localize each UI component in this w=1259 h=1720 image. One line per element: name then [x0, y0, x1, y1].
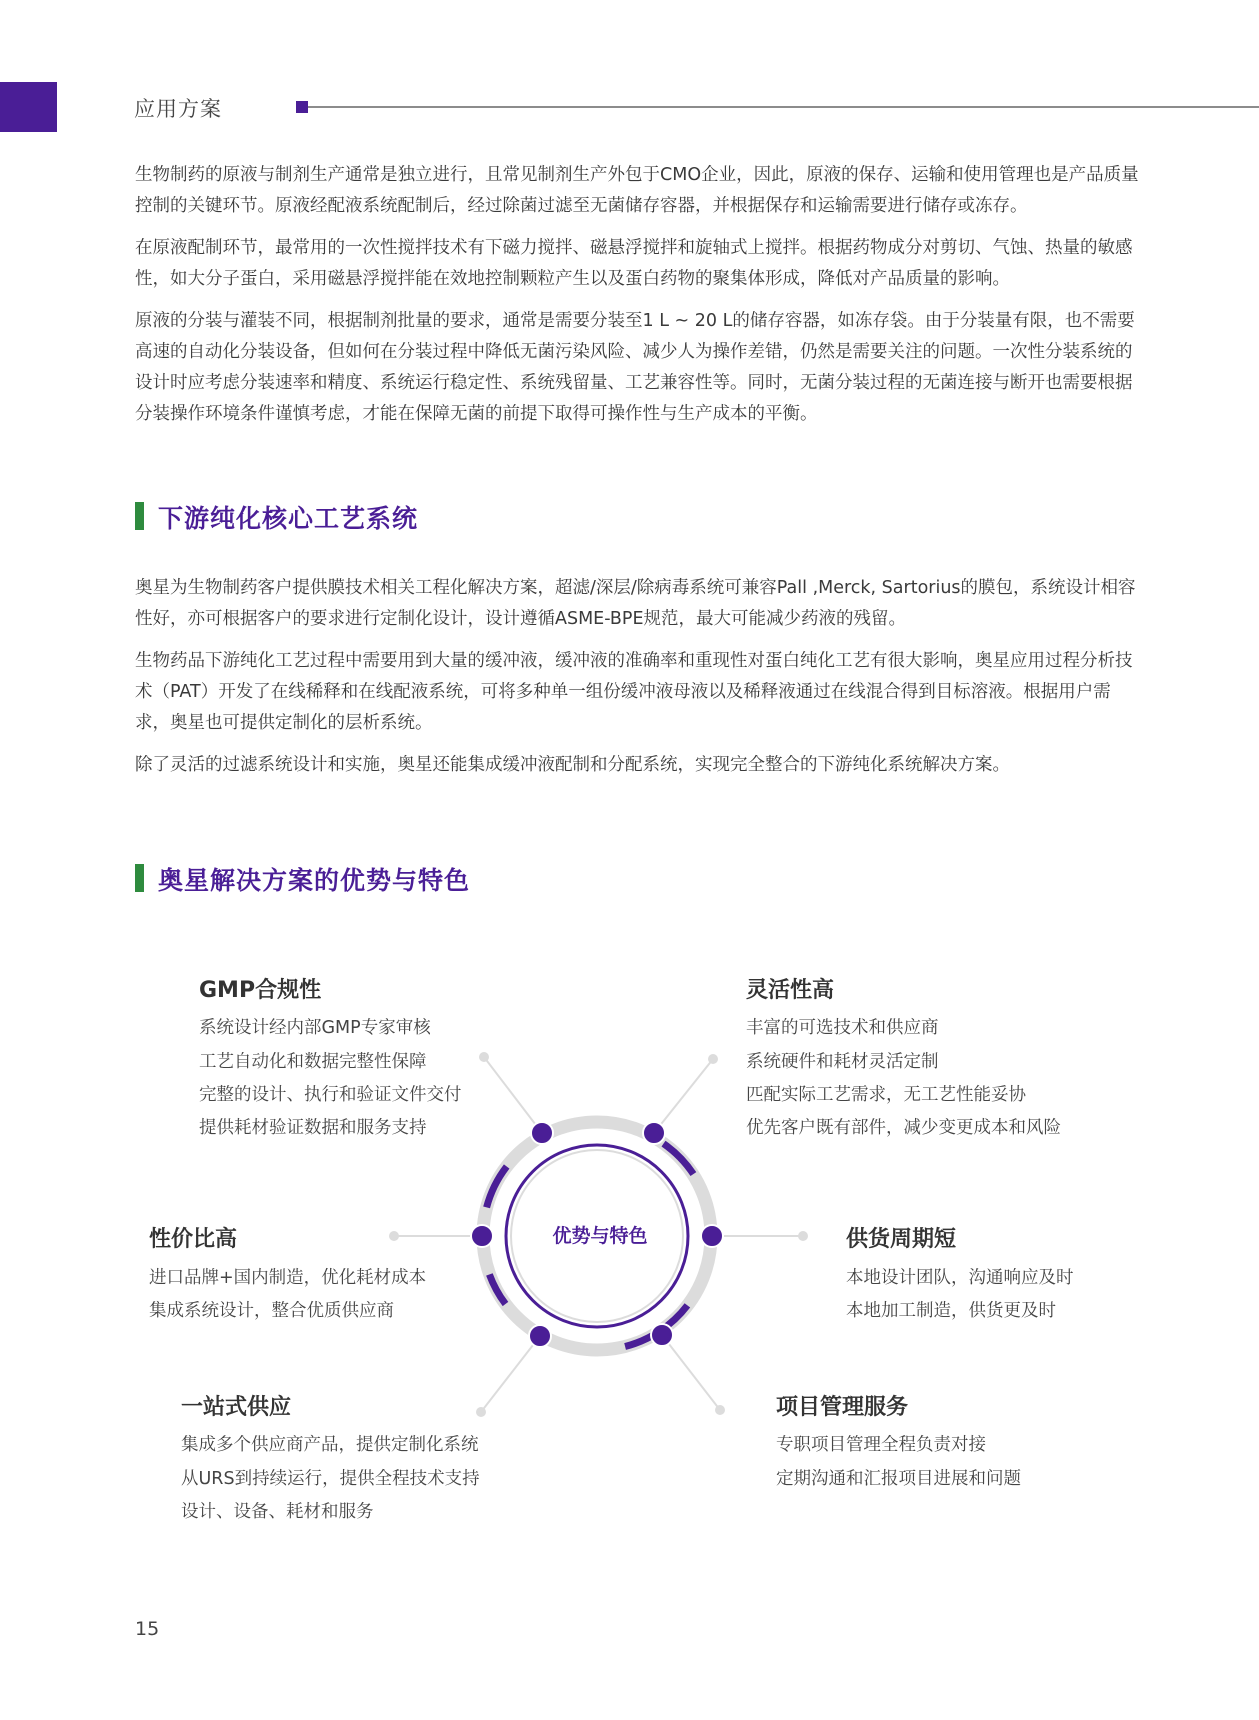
feature-line: 进口品牌+国内制造，优化耗材成本 — [149, 1268, 427, 1288]
feature-title-cost: 性价比高 — [149, 1227, 238, 1252]
feature-title-flex: 灵活性高 — [746, 978, 835, 1003]
node-dot-cost — [471, 1225, 493, 1247]
node-dot-onestop — [529, 1325, 551, 1347]
node-dot-supply — [701, 1225, 723, 1247]
connector-end-dot — [479, 1052, 489, 1062]
section-label: 应用方案 — [134, 97, 222, 121]
feature-line: 系统设计经内部GMP专家审核 — [199, 1018, 431, 1038]
node-dot-pm — [651, 1324, 673, 1346]
connector-end-dot — [798, 1231, 808, 1241]
feature-line: 专职项目管理全程负责对接 — [776, 1435, 986, 1455]
feature-line: 从URS到持续运行，提供全程技术支持 — [181, 1469, 480, 1489]
node-dot-gmp — [531, 1122, 553, 1144]
connector-line — [481, 1336, 540, 1412]
connector-line — [484, 1057, 542, 1133]
page-number: 15 — [135, 1618, 160, 1640]
feature-line: 设计、设备、耗材和服务 — [181, 1502, 374, 1522]
feature-line: 集成系统设计，整合优质供应商 — [149, 1301, 394, 1321]
feature-title-onestop: 一站式供应 — [181, 1395, 292, 1420]
downstream-heading: 下游纯化核心工艺系统 — [158, 504, 419, 533]
connector-end-dot — [476, 1407, 486, 1417]
feature-line: 本地加工制造，供货更及时 — [846, 1301, 1056, 1321]
connector-end-dot — [389, 1231, 399, 1241]
feature-line: 提供耗材验证数据和服务支持 — [199, 1118, 427, 1138]
downstream-paragraph-1: 奥星为生物制药客户提供膜技术相关工程化解决方案，超滤/深层/除病毒系统可兼容Pall ,Merck, Sartorius的膜包，系统设计相容性好，亦可根据客户的要求进行定制化设计，设计遵循ASME-BPE规范，最大可能减少药液的残留。 — [135, 578, 1136, 629]
feature-line: 本地设计团队，沟通响应及时 — [846, 1268, 1074, 1288]
feature-line: 匹配实际工艺需求，无工艺性能妥协 — [746, 1085, 1026, 1105]
feature-title-gmp: GMP合规性 — [199, 978, 322, 1003]
feature-line: 集成多个供应商产品，提供定制化系统 — [181, 1435, 479, 1455]
downstream-paragraph-3: 除了灵活的过滤系统设计和实施，奥星还能集成缓冲液配制和分配系统，实现完全整合的下游纯化系统解决方案。 — [135, 755, 1010, 775]
intro-paragraph-1: 生物制药的原液与制剂生产通常是独立进行，且常见制剂生产外包于CMO企业，因此，原液的保存、运输和使用管理也是产品质量控制的关键环节。原液经配液系统配制后，经过除菌过滤至无菌储存容器，并根据保存和运输需要进行储存或冻存。 — [135, 165, 1139, 216]
connector-line — [662, 1335, 720, 1410]
diagram-center-label: 优势与特色 — [552, 1225, 648, 1247]
connector-line — [654, 1059, 713, 1133]
connector-end-dot — [708, 1054, 718, 1064]
feature-line: 系统硬件和耗材灵活定制 — [746, 1052, 939, 1072]
downstream-paragraph-2: 生物药品下游纯化工艺过程中需要用到大量的缓冲液，缓冲液的准确率和重现性对蛋白纯化工艺有很大影响，奥星应用过程分析技术（PAT）开发了在线稀释和在线配液系统，可将多种单一组份缓冲液母液以及稀释液通过在线混合得到目标溶液。根据用户需求，奥星也可提供定制化的层析系统。 — [135, 651, 1133, 733]
feature-line: 工艺自动化和数据完整性保障 — [199, 1052, 427, 1072]
feature-title-pm: 项目管理服务 — [776, 1395, 909, 1420]
intro-paragraph-3: 原液的分装与灌装不同，根据制剂批量的要求，通常是需要分装至1 L ~ 20 L的储存容器，如冻存袋。由于分装量有限，也不需要高速的自动化分装设备，但如何在分装过程中降低无菌污染风险、减少人为操作差错，仍然是需要关注的问题。一次性分装系统的设计时应考虑分装速率和精度、系统运行稳定性、系统残留量、工艺兼容性等。同时，无菌分装过程的无菌连接与断开也需要根据分装操作环境条件谨慎考虑，才能在保障无菌的前提下取得可操作性与生产成本的平衡。 — [135, 311, 1135, 424]
feature-line: 优先客户既有部件，减少变更成本和风险 — [746, 1118, 1061, 1138]
feature-line: 丰富的可选技术和供应商 — [746, 1018, 939, 1038]
feature-title-supply: 供货周期短 — [846, 1227, 957, 1252]
node-dot-flex — [643, 1122, 665, 1144]
advantages-heading: 奥星解决方案的优势与特色 — [158, 866, 471, 895]
feature-line: 完整的设计、执行和验证文件交付 — [199, 1085, 462, 1105]
connector-end-dot — [715, 1405, 725, 1415]
feature-line: 定期沟通和汇报项目进展和问题 — [776, 1469, 1021, 1489]
intro-paragraph-2: 在原液配制环节，最常用的一次性搅拌技术有下磁力搅拌、磁悬浮搅拌和旋轴式上搅拌。根据药物成分对剪切、气蚀、热量的敏感性，如大分子蛋白，采用磁悬浮搅拌能在效地控制颗粒产生以及蛋白药物的聚集体形成，降低对产品质量的影响。 — [135, 238, 1133, 289]
